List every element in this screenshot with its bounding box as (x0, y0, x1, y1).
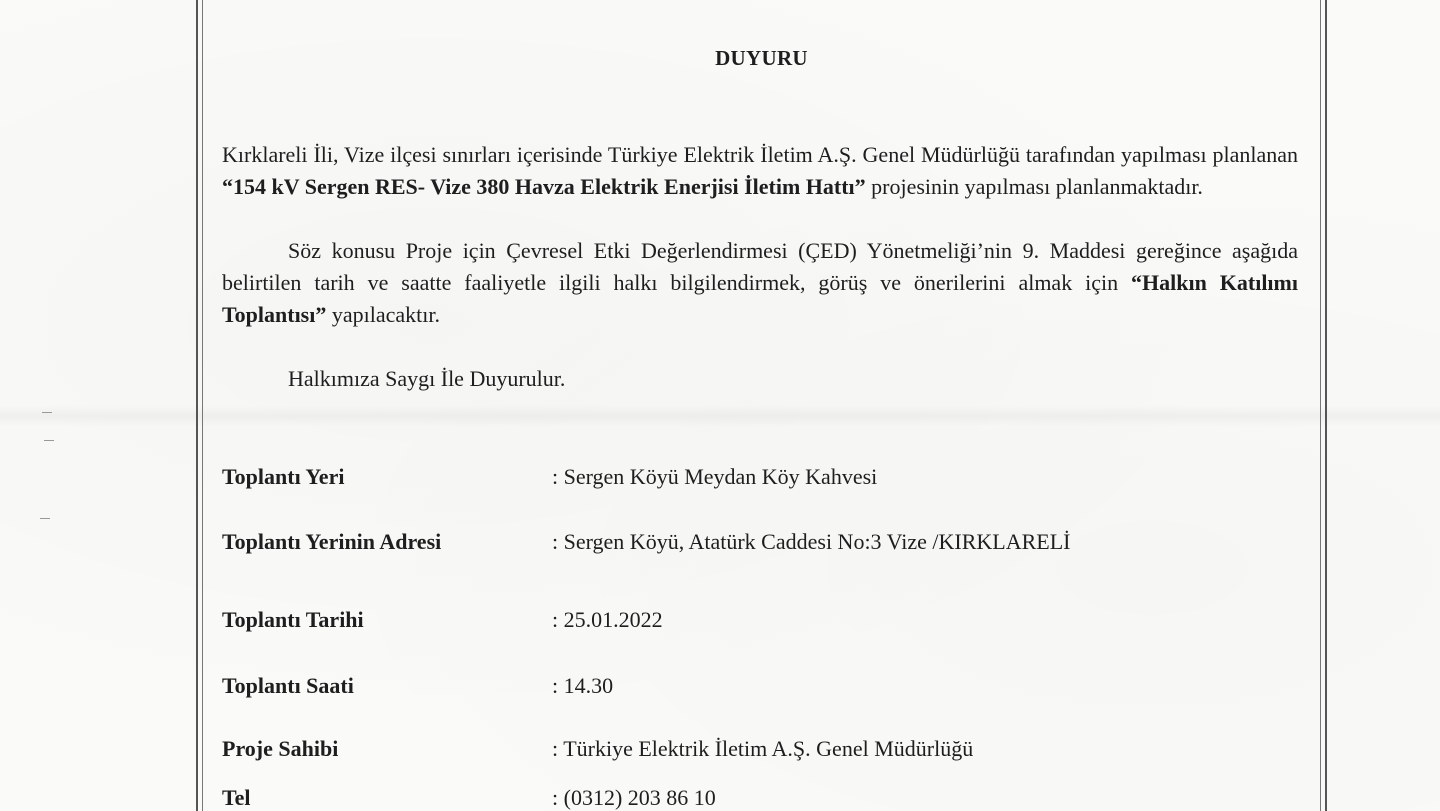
scan-mark (44, 440, 54, 441)
box-border-left (196, 0, 198, 811)
meeting-text-start: Söz konusu Proje için Çevresel Etki Değerlendirmesi (ÇED) Yönetmeliği’nin 9. Maddesi gereğince aşağıda belirtilen tarih ve saatte faaliyetle ilgili halkı bilgilendirmek, görüş ve önerilerini almak için (222, 238, 1298, 295)
meeting-name: “Halkın Katılımı Toplantısı” (222, 270, 1298, 327)
detail-value: : (0312) 203 86 10 (552, 785, 716, 810)
scan-mark (42, 412, 52, 413)
announcement-title: DUYURU (715, 46, 808, 70)
box-border-left-inner (202, 0, 203, 811)
intro-text-end: projesinin yapılması planlanmaktadır. (865, 174, 1203, 199)
detail-label: Tel (222, 785, 251, 810)
detail-value: : Sergen Köyü Meydan Köy Kahvesi (552, 464, 878, 489)
detail-label: Toplantı Yerinin Adresi (222, 529, 442, 554)
detail-value: : Sergen Köyü, Atatürk Caddesi No:3 Vize /KIRKLARELİ (552, 529, 1071, 554)
meeting-paragraph (222, 235, 1298, 331)
intro-paragraph (222, 139, 1298, 203)
intro-text-start: Kırklareli İli, Vize ilçesi sınırları içerisinde Türkiye Elektrik İletim A.Ş. Genel Müdürlüğü tarafından yapılması planlanan (222, 142, 1298, 167)
detail-value: : 25.01.2022 (552, 607, 663, 632)
detail-value: : Türkiye Elektrik İletim A.Ş. Genel Müdürlüğü (552, 736, 974, 761)
project-name: “154 kV Sergen RES- Vize 380 Havza Elektrik Enerjisi İletim Hattı” (222, 174, 866, 199)
box-border-right-inner (1320, 0, 1321, 811)
detail-label: Proje Sahibi (222, 736, 339, 761)
meeting-text-end: yapılacaktır. (326, 302, 440, 327)
detail-label: Toplantı Tarihi (222, 607, 364, 632)
box-border-right (1325, 0, 1327, 811)
detail-label: Toplantı Saati (222, 673, 354, 698)
scan-streak (0, 405, 1440, 427)
detail-label: Toplantı Yeri (222, 464, 345, 489)
closing-line: Halkımıza Saygı İle Duyurulur. (288, 366, 566, 391)
detail-value: : 14.30 (552, 673, 614, 698)
scan-mark (40, 518, 50, 519)
